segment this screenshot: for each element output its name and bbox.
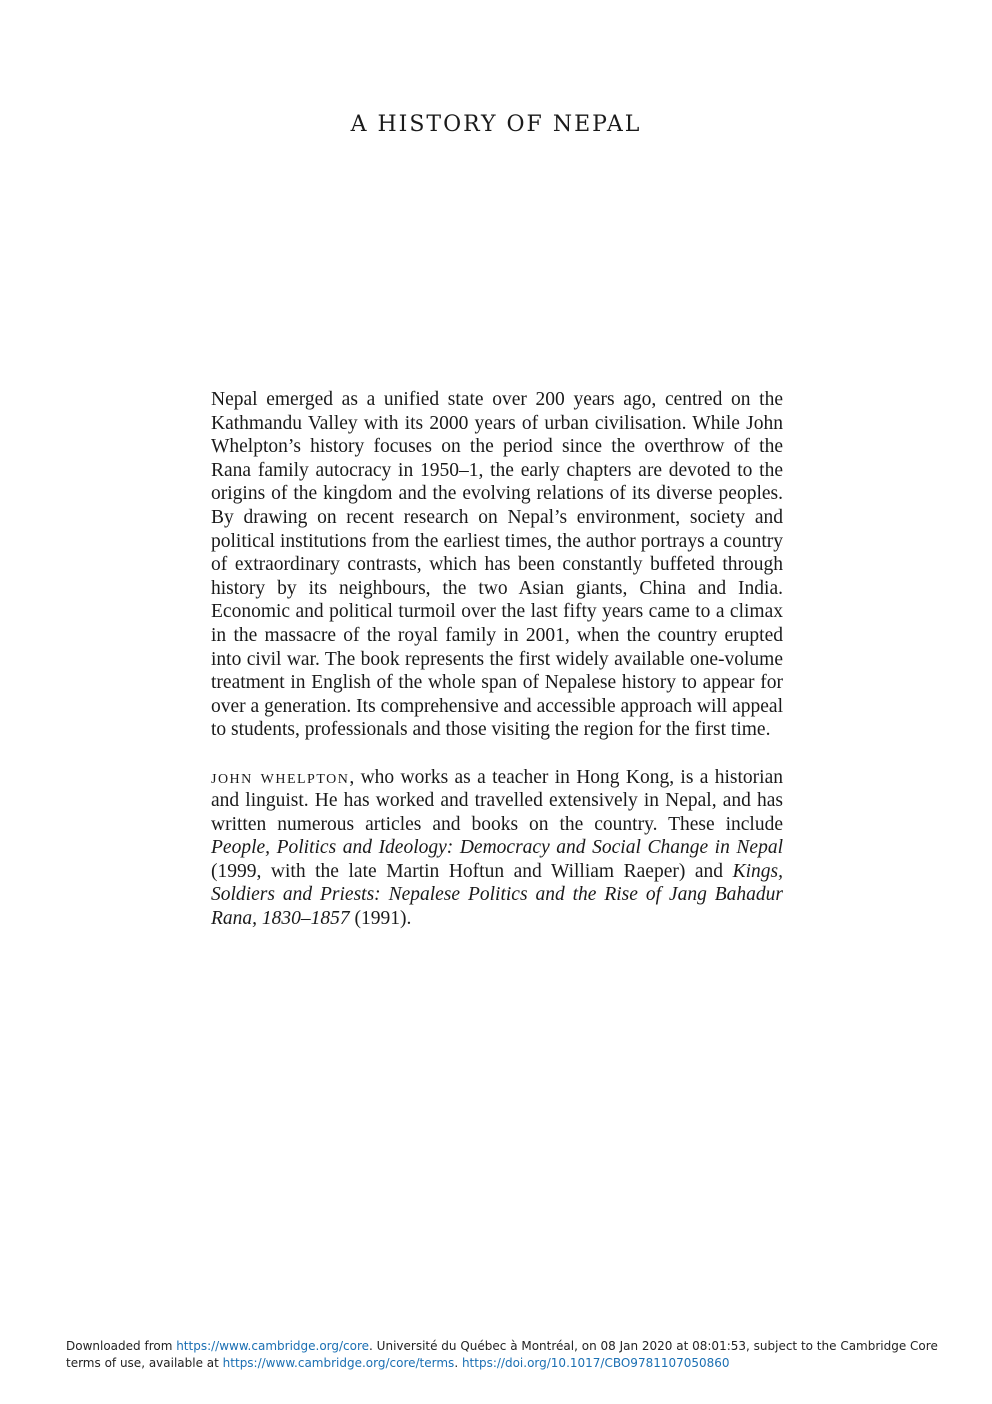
footer-text: . Université du Québec à Montréal, on 08 Jan 2020 at 08:01:53, subject to the Cambridge Core terms of use, available at: [66, 1339, 938, 1370]
terms-link[interactable]: https://www.cambridge.org/core/terms: [222, 1356, 455, 1370]
book-description: Nepal emerged as a unified state over 200 years ago, centred on the Kathmandu Valley with its 2000 years of urban civilisation. While John Whelpton’s history focuses on the period since the overthrow of the Rana family autocracy in 1950–1, the early chapters are devoted to the origins of the kingdom and the evolving relations of its diverse peoples. By drawing on recent research on Nepal’s environment, society and political institutions from the earliest times, the author portrays a country of extraordinary contrasts, which has been constantly buffeted through history by its neighbours, the two Asian giants, China and India. Economic and political turmoil over the last fifty years came to a climax in the massacre of the royal family in 2001, when the country erupted into civil war. The book represents the first widely available one-volume treatment in English of the whole span of Nepalese history to appear for over a generation. Its comprehensive and accessible approach will appeal to students, professionals and those visiting the region for the first time.: [211, 389, 783, 741]
footer-text: Downloaded from: [66, 1339, 177, 1353]
book-title-kings-soldiers: Kings, Soldiers and Priests: Nepalese Politics and the Rise of Jang Bahadur Rana, 1830–1857: [211, 860, 783, 930]
author-bio-text: (1991).: [349, 908, 412, 930]
author-name: john whelpton: [211, 766, 350, 788]
page-title: A HISTORY OF NEPAL: [350, 112, 642, 137]
main-text: [211, 388, 783, 931]
author-bio-text: (1999, with the late Martin Hoftun and William Raeper) and: [211, 860, 733, 882]
author-bio-text: , who works as a teacher in Hong Kong, is a historian and linguist. He has worked and travelled extensively in Nepal, and has written numerous articles and books on the country. These include: [211, 766, 783, 835]
footer-text: .: [454, 1356, 462, 1370]
author-bio: [211, 766, 783, 931]
download-footer: [66, 1338, 946, 1372]
doi-link[interactable]: https://doi.org/10.1017/CBO9781107050860: [461, 1356, 730, 1370]
book-title-people-politics: People, Politics and Ideology: Democracy and Social Change in Nepal: [211, 837, 783, 859]
cambridge-core-link[interactable]: https://www.cambridge.org/core: [176, 1339, 370, 1353]
